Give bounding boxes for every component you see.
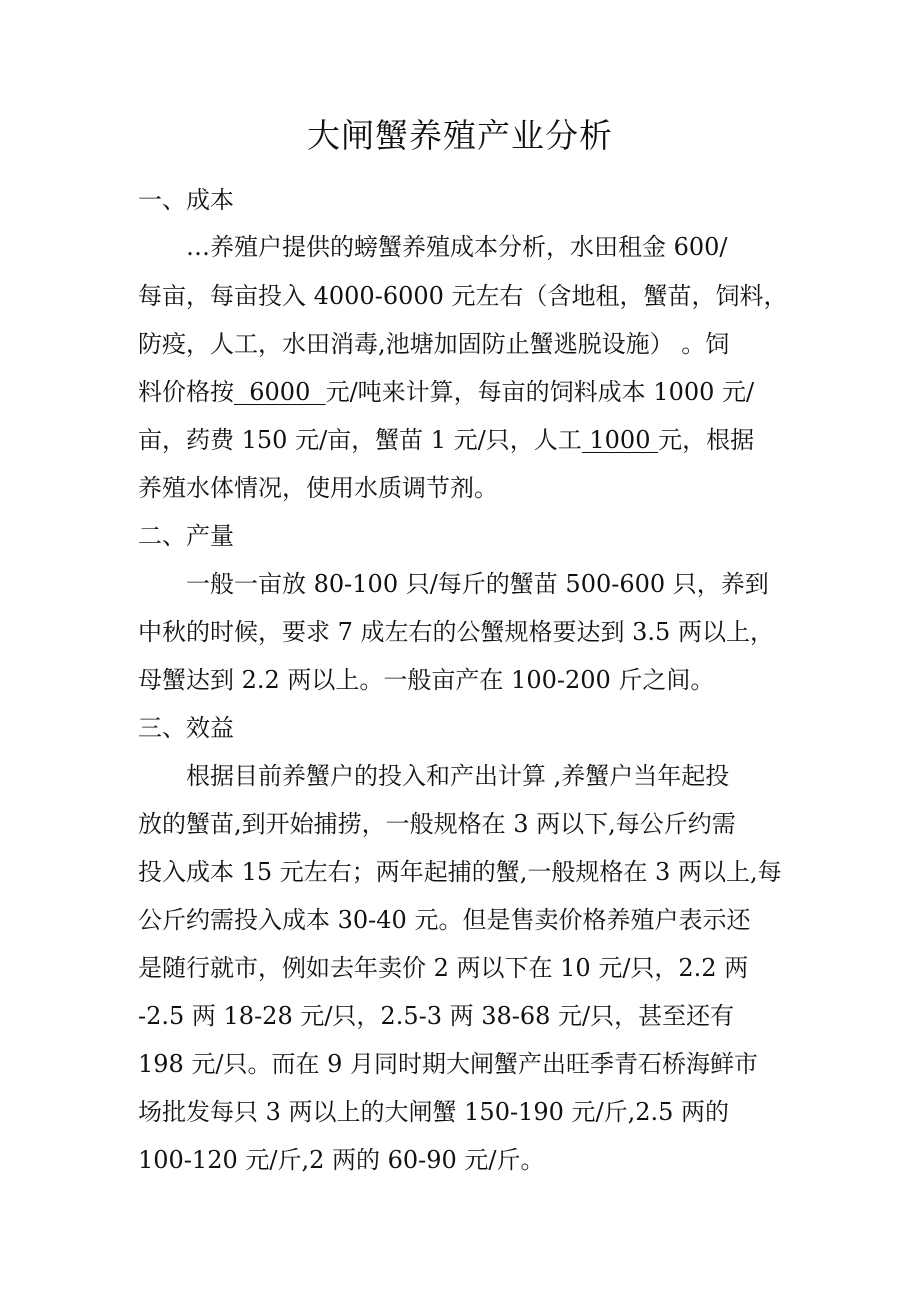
paragraph-line: 放的蟹苗,到开始捕捞，一般规格在 3 两以下,每公斤约需 [138,810,736,838]
paragraph-line: 一般一亩放 80-100 只/每斤的蟹苗 500-600 只，养到 [186,570,769,598]
paragraph-line: 公斤约需投入成本 30-40 元。但是售卖价格养殖户表示还 [138,906,751,934]
paragraph-line: -2.5 两 18-28 元/只，2.5-3 两 38-68 元/只，甚至还有 [138,1002,735,1030]
paragraph-line: 防疫，人工，水田消毒,池塘加固防止蟹逃脱设施） 。饲 [138,330,730,358]
paragraph-line: 场批发每只 3 两以上的大闸蟹 150-190 元/斤,2.5 两的 [138,1098,730,1126]
paragraph-line: 每亩，每亩投入 4000-6000 元左右（含地租，蟹苗，饲料， [138,282,788,310]
text-segment: 料价格按 [138,378,234,406]
paragraph-line: 根据目前养蟹户的投入和产出计算 ,养蟹户当年起投 [186,762,730,790]
document-title: 大闸蟹养殖产业分析 [307,116,613,155]
text-segment: 亩，药费 150 元/亩，蟹苗 1 元/只，人工 [138,426,582,454]
section-heading-cost: 一、成本 [138,186,234,214]
text-segment: 元，根据 [658,426,755,454]
paragraph-line [138,423,754,457]
paragraph-line: 养殖水体情况，使用水质调节剂。 [138,474,498,502]
section-heading-yield: 二、产量 [138,522,234,550]
paragraph-line: 母蟹达到 2.2 两以上。一般亩产在 100-200 斤之间。 [138,666,715,694]
labor-cost-underlined: 1000 [581,426,659,454]
paragraph-line: 中秋的时候，要求 7 成左右的公蟹规格要达到 3.5 两以上， [138,618,774,646]
paragraph-line: 100-120 元/斤,2 两的 60-90 元/斤。 [138,1146,545,1174]
paragraph-line: 投入成本 15 元左右；两年起捕的蟹,一般规格在 3 两以上,每 [138,858,782,886]
feed-price-underlined: 6000 [234,378,326,406]
paragraph-line: 198 元/只。而在 9 月同时期大闸蟹产出旺季青石桥海鲜市 [138,1050,759,1078]
paragraph-line: …养殖户提供的螃蟹养殖成本分析，水田租金 600/ [186,233,728,261]
text-segment: 元/吨来计算，每亩的饲料成本 1000 元/ [325,378,755,406]
paragraph-line [138,375,754,409]
section-heading-benefit: 三、效益 [138,714,234,742]
paragraph-line: 是随行就市，例如去年卖价 2 两以下在 10 元/只，2.2 两 [138,954,749,982]
